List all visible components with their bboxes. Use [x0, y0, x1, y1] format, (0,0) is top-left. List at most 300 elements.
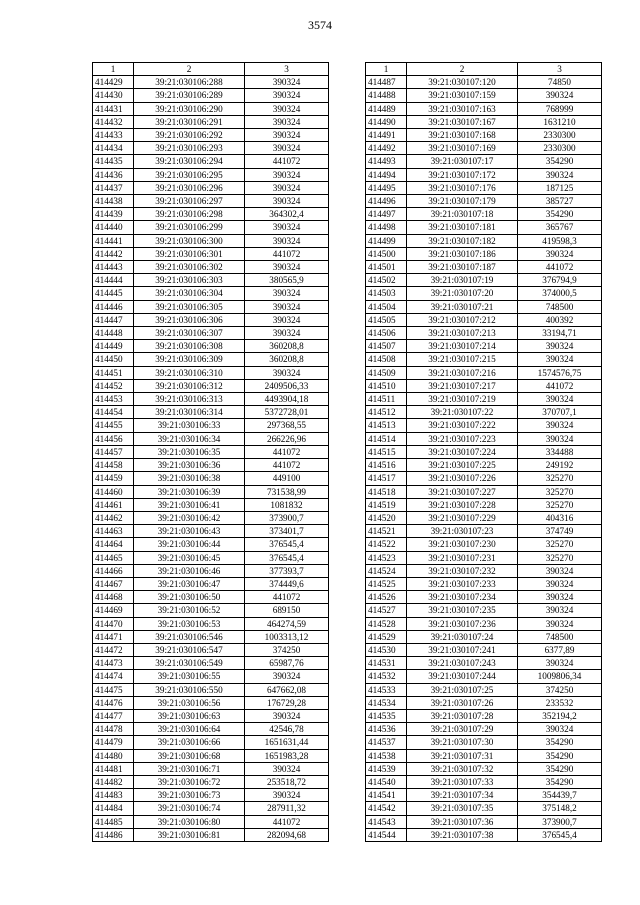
cadastral-number-cell: 39:21:030106:290: [134, 102, 245, 115]
cadastral-number-cell: 39:21:030107:168: [407, 129, 518, 142]
value-cell: 390324: [518, 353, 602, 366]
cadastral-number-cell: 39:21:030107:229: [407, 511, 518, 524]
value-cell: 6377,89: [518, 643, 602, 656]
row-number-cell: 414441: [93, 234, 134, 247]
row-number-cell: 414473: [93, 657, 134, 670]
cadastral-number-cell: 39:21:030107:33: [407, 775, 518, 788]
row-number-cell: 414484: [93, 802, 134, 815]
table-row: [366, 142, 602, 155]
row-number-cell: 414523: [366, 551, 407, 564]
cadastral-number-cell: 39:21:030106:55: [134, 670, 245, 683]
cadastral-number-cell: 39:21:030106:314: [134, 406, 245, 419]
row-number-cell: 414519: [366, 498, 407, 511]
value-cell: 187125: [518, 181, 602, 194]
row-number-cell: 414506: [366, 327, 407, 340]
row-number-cell: 414485: [93, 815, 134, 828]
row-number-cell: 414430: [93, 89, 134, 102]
value-cell: 390324: [518, 604, 602, 617]
row-number-cell: 414544: [366, 828, 407, 841]
cadastral-number-cell: 39:21:030107:213: [407, 327, 518, 340]
cadastral-number-cell: 39:21:030107:19: [407, 274, 518, 287]
row-number-cell: 414504: [366, 300, 407, 313]
cadastral-number-cell: 39:21:030106:43: [134, 525, 245, 538]
row-number-cell: 414439: [93, 208, 134, 221]
left-register-table: [92, 62, 329, 842]
value-cell: 390324: [245, 181, 329, 194]
cadastral-number-cell: 39:21:030107:36: [407, 815, 518, 828]
row-number-cell: 414502: [366, 274, 407, 287]
value-cell: 390324: [245, 234, 329, 247]
value-cell: 354290: [518, 736, 602, 749]
table-row: [93, 287, 329, 300]
table-row: [366, 445, 602, 458]
table-row: [366, 551, 602, 564]
right-table-body: [366, 63, 602, 842]
value-cell: 374000,5: [518, 287, 602, 300]
value-cell: 287911,32: [245, 802, 329, 815]
row-number-cell: 414460: [93, 485, 134, 498]
cadastral-number-cell: 39:21:030106:38: [134, 472, 245, 485]
row-number-cell: 414522: [366, 538, 407, 551]
value-cell: 647662,08: [245, 683, 329, 696]
row-number-cell: 414501: [366, 261, 407, 274]
row-number-cell: 414496: [366, 195, 407, 208]
table-row: [366, 459, 602, 472]
value-cell: 354439,7: [518, 789, 602, 802]
row-number-cell: 414515: [366, 445, 407, 458]
row-number-cell: 414508: [366, 353, 407, 366]
cadastral-number-cell: 39:21:030106:45: [134, 551, 245, 564]
cadastral-number-cell: 39:21:030107:32: [407, 762, 518, 775]
row-number-cell: 414500: [366, 247, 407, 260]
value-cell: 176729,28: [245, 696, 329, 709]
table-row: [366, 828, 602, 841]
cadastral-number-cell: 39:21:030107:159: [407, 89, 518, 102]
table-row: [93, 168, 329, 181]
cadastral-number-cell: 39:21:030106:307: [134, 327, 245, 340]
cadastral-number-cell: 39:21:030106:33: [134, 419, 245, 432]
value-cell: 33194,71: [518, 327, 602, 340]
value-cell: 390324: [518, 577, 602, 590]
cadastral-number-cell: 39:21:030106:291: [134, 115, 245, 128]
table-row: [93, 789, 329, 802]
table-row: [93, 815, 329, 828]
cadastral-number-cell: 39:21:030106:293: [134, 142, 245, 155]
value-cell: 385727: [518, 195, 602, 208]
value-cell: 325270: [518, 472, 602, 485]
cadastral-number-cell: 39:21:030106:80: [134, 815, 245, 828]
table-row: [93, 195, 329, 208]
row-number-cell: 414454: [93, 406, 134, 419]
cadastral-number-cell: 39:21:030106:546: [134, 630, 245, 643]
row-number-cell: 414475: [93, 683, 134, 696]
value-cell: 390324: [518, 432, 602, 445]
table-row: [93, 445, 329, 458]
cadastral-number-cell: 39:21:030106:292: [134, 129, 245, 142]
table-row: [366, 604, 602, 617]
table-row: [93, 683, 329, 696]
table-row: [93, 670, 329, 683]
cadastral-number-cell: 39:21:030107:216: [407, 366, 518, 379]
value-cell: 441072: [245, 155, 329, 168]
header-col-3: 3: [245, 63, 329, 76]
value-cell: 731538,99: [245, 485, 329, 498]
value-cell: 441072: [245, 247, 329, 260]
cadastral-number-cell: 39:21:030106:299: [134, 221, 245, 234]
cadastral-number-cell: 39:21:030106:306: [134, 313, 245, 326]
row-number-cell: 414440: [93, 221, 134, 234]
row-number-cell: 414528: [366, 617, 407, 630]
row-number-cell: 414469: [93, 604, 134, 617]
row-number-cell: 414478: [93, 723, 134, 736]
table-row: [93, 393, 329, 406]
row-number-cell: 414452: [93, 379, 134, 392]
value-cell: 374449,6: [245, 577, 329, 590]
cadastral-number-cell: 39:21:030107:215: [407, 353, 518, 366]
cadastral-number-cell: 39:21:030107:186: [407, 247, 518, 260]
table-row: [366, 564, 602, 577]
value-cell: 1003313,12: [245, 630, 329, 643]
cadastral-number-cell: 39:21:030106:73: [134, 789, 245, 802]
cadastral-number-cell: 39:21:030107:38: [407, 828, 518, 841]
value-cell: 325270: [518, 551, 602, 564]
table-row: [93, 102, 329, 115]
value-cell: 441072: [245, 815, 329, 828]
cadastral-number-cell: 39:21:030106:301: [134, 247, 245, 260]
value-cell: 390324: [245, 789, 329, 802]
row-number-cell: 414525: [366, 577, 407, 590]
cadastral-number-cell: 39:21:030107:29: [407, 723, 518, 736]
cadastral-number-cell: 39:21:030107:214: [407, 340, 518, 353]
value-cell: 282094,68: [245, 828, 329, 841]
table-row: [366, 340, 602, 353]
table-row: [366, 749, 602, 762]
table-row: [93, 115, 329, 128]
row-number-cell: 414442: [93, 247, 134, 260]
table-row: [93, 142, 329, 155]
table-row: [93, 419, 329, 432]
table-row: [93, 762, 329, 775]
row-number-cell: 414474: [93, 670, 134, 683]
row-number-cell: 414437: [93, 181, 134, 194]
value-cell: 441072: [245, 445, 329, 458]
table-row: [366, 274, 602, 287]
table-row: [366, 762, 602, 775]
table-row: [93, 459, 329, 472]
row-number-cell: 414447: [93, 313, 134, 326]
table-row: [366, 498, 602, 511]
row-number-cell: 414465: [93, 551, 134, 564]
cadastral-number-cell: 39:21:030106:288: [134, 76, 245, 89]
table-row: [93, 432, 329, 445]
row-number-cell: 414443: [93, 261, 134, 274]
table-row: [93, 828, 329, 841]
value-cell: 354290: [518, 775, 602, 788]
row-number-cell: 414468: [93, 591, 134, 604]
table-row: [366, 789, 602, 802]
row-number-cell: 414494: [366, 168, 407, 181]
value-cell: 390324: [245, 709, 329, 722]
value-cell: 390324: [518, 564, 602, 577]
table-row: [93, 340, 329, 353]
value-cell: 390324: [518, 617, 602, 630]
value-cell: 390324: [245, 195, 329, 208]
value-cell: 1574576,75: [518, 366, 602, 379]
row-number-cell: 414527: [366, 604, 407, 617]
row-number-cell: 414513: [366, 419, 407, 432]
row-number-cell: 414461: [93, 498, 134, 511]
value-cell: 297368,55: [245, 419, 329, 432]
value-cell: 354290: [518, 155, 602, 168]
row-number-cell: 414459: [93, 472, 134, 485]
row-number-cell: 414483: [93, 789, 134, 802]
value-cell: 74850: [518, 76, 602, 89]
value-cell: 374749: [518, 525, 602, 538]
table-row: [366, 221, 602, 234]
table-row: [366, 353, 602, 366]
row-number-cell: 414531: [366, 657, 407, 670]
row-number-cell: 414517: [366, 472, 407, 485]
table-row: [93, 472, 329, 485]
value-cell: 390324: [245, 366, 329, 379]
table-row: [93, 327, 329, 340]
row-number-cell: 414537: [366, 736, 407, 749]
value-cell: 377393,7: [245, 564, 329, 577]
table-row: [93, 76, 329, 89]
value-cell: 1081832: [245, 498, 329, 511]
value-cell: 1651631,44: [245, 736, 329, 749]
cadastral-number-cell: 39:21:030106:64: [134, 723, 245, 736]
cadastral-number-cell: 39:21:030107:172: [407, 168, 518, 181]
table-row: [93, 643, 329, 656]
page-number: 3574: [308, 18, 332, 32]
row-number-cell: 414446: [93, 300, 134, 313]
cadastral-number-cell: 39:21:030107:187: [407, 261, 518, 274]
cadastral-number-cell: 39:21:030106:312: [134, 379, 245, 392]
row-number-cell: 414444: [93, 274, 134, 287]
table-row: [93, 630, 329, 643]
table-row: [366, 261, 602, 274]
row-number-cell: 414482: [93, 775, 134, 788]
value-cell: 390324: [518, 168, 602, 181]
value-cell: 5372728,01: [245, 406, 329, 419]
value-cell: 464274,59: [245, 617, 329, 630]
cadastral-number-cell: 39:21:030106:52: [134, 604, 245, 617]
cadastral-number-cell: 39:21:030107:163: [407, 102, 518, 115]
row-number-cell: 414480: [93, 749, 134, 762]
row-number-cell: 414542: [366, 802, 407, 815]
table-row: [366, 313, 602, 326]
row-number-cell: 414491: [366, 129, 407, 142]
value-cell: 441072: [245, 591, 329, 604]
table-row: [366, 76, 602, 89]
value-cell: 354290: [518, 749, 602, 762]
row-number-cell: 414509: [366, 366, 407, 379]
value-cell: 441072: [518, 261, 602, 274]
row-number-cell: 414486: [93, 828, 134, 841]
row-number-cell: 414462: [93, 511, 134, 524]
cadastral-number-cell: 39:21:030106:296: [134, 181, 245, 194]
row-number-cell: 414538: [366, 749, 407, 762]
table-row: [93, 406, 329, 419]
cadastral-number-cell: 39:21:030107:182: [407, 234, 518, 247]
table-row: [366, 802, 602, 815]
row-number-cell: 414457: [93, 445, 134, 458]
value-cell: 1651983,28: [245, 749, 329, 762]
value-cell: 253518,72: [245, 775, 329, 788]
row-number-cell: 414492: [366, 142, 407, 155]
cadastral-number-cell: 39:21:030107:226: [407, 472, 518, 485]
value-cell: 376545,4: [245, 551, 329, 564]
cadastral-number-cell: 39:21:030106:56: [134, 696, 245, 709]
row-number-cell: 414530: [366, 643, 407, 656]
row-number-cell: 414455: [93, 419, 134, 432]
header-col-1: 1: [366, 63, 407, 76]
cadastral-number-cell: 39:21:030106:308: [134, 340, 245, 353]
value-cell: 390324: [518, 657, 602, 670]
cadastral-number-cell: 39:21:030107:176: [407, 181, 518, 194]
cadastral-number-cell: 39:21:030107:17: [407, 155, 518, 168]
value-cell: 1631210: [518, 115, 602, 128]
cadastral-number-cell: 39:21:030107:241: [407, 643, 518, 656]
row-number-cell: 414526: [366, 591, 407, 604]
table-row: [93, 511, 329, 524]
cadastral-number-cell: 39:21:030107:31: [407, 749, 518, 762]
table-row: [366, 379, 602, 392]
table-row: [366, 300, 602, 313]
value-cell: 449100: [245, 472, 329, 485]
table-row: [366, 115, 602, 128]
value-cell: 390324: [518, 723, 602, 736]
cadastral-number-cell: 39:21:030106:309: [134, 353, 245, 366]
cadastral-number-cell: 39:21:030107:224: [407, 445, 518, 458]
value-cell: 325270: [518, 538, 602, 551]
row-number-cell: 414470: [93, 617, 134, 630]
value-cell: 376545,4: [518, 828, 602, 841]
cadastral-number-cell: 39:21:030106:294: [134, 155, 245, 168]
cadastral-number-cell: 39:21:030107:234: [407, 591, 518, 604]
cadastral-number-cell: 39:21:030106:36: [134, 459, 245, 472]
cadastral-number-cell: 39:21:030107:181: [407, 221, 518, 234]
value-cell: 2330300: [518, 142, 602, 155]
table-row: [93, 261, 329, 274]
row-number-cell: 414477: [93, 709, 134, 722]
table-row: [93, 709, 329, 722]
table-row: [93, 802, 329, 815]
value-cell: 441072: [518, 379, 602, 392]
table-row: [93, 577, 329, 590]
row-number-cell: 414541: [366, 789, 407, 802]
value-cell: 400392: [518, 313, 602, 326]
cadastral-number-cell: 39:21:030107:21: [407, 300, 518, 313]
cadastral-number-cell: 39:21:030106:304: [134, 287, 245, 300]
value-cell: 390324: [518, 247, 602, 260]
cadastral-number-cell: 39:21:030106:300: [134, 234, 245, 247]
table-row: [366, 643, 602, 656]
row-number-cell: 414451: [93, 366, 134, 379]
table-row: [366, 577, 602, 590]
table-row: [93, 208, 329, 221]
row-number-cell: 414481: [93, 762, 134, 775]
table-row: [366, 538, 602, 551]
table-header-row: [93, 63, 329, 76]
cadastral-number-cell: 39:21:030106:42: [134, 511, 245, 524]
cadastral-number-cell: 39:21:030107:244: [407, 670, 518, 683]
cadastral-number-cell: 39:21:030107:22: [407, 406, 518, 419]
value-cell: 370707,1: [518, 406, 602, 419]
value-cell: 390324: [245, 670, 329, 683]
table-row: [93, 221, 329, 234]
value-cell: 390324: [245, 142, 329, 155]
cadastral-number-cell: 39:21:030107:232: [407, 564, 518, 577]
row-number-cell: 414512: [366, 406, 407, 419]
cadastral-number-cell: 39:21:030107:230: [407, 538, 518, 551]
row-number-cell: 414516: [366, 459, 407, 472]
table-row: [93, 617, 329, 630]
cadastral-number-cell: 39:21:030106:44: [134, 538, 245, 551]
row-number-cell: 414507: [366, 340, 407, 353]
table-row: [93, 564, 329, 577]
header-col-1: 1: [93, 63, 134, 76]
table-row: [366, 89, 602, 102]
value-cell: 373900,7: [518, 815, 602, 828]
value-cell: 390324: [518, 591, 602, 604]
cadastral-number-cell: 39:21:030106:295: [134, 168, 245, 181]
table-row: [366, 247, 602, 260]
cadastral-number-cell: 39:21:030107:228: [407, 498, 518, 511]
table-row: [366, 591, 602, 604]
table-row: [93, 749, 329, 762]
value-cell: 390324: [518, 393, 602, 406]
row-number-cell: 414450: [93, 353, 134, 366]
cadastral-number-cell: 39:21:030106:303: [134, 274, 245, 287]
value-cell: 390324: [245, 261, 329, 274]
value-cell: 325270: [518, 485, 602, 498]
table-row: [93, 379, 329, 392]
table-row: [366, 129, 602, 142]
row-number-cell: 414456: [93, 432, 134, 445]
value-cell: 748500: [518, 630, 602, 643]
left-table-body: [93, 63, 329, 842]
cadastral-number-cell: 39:21:030107:243: [407, 657, 518, 670]
table-row: [93, 234, 329, 247]
row-number-cell: 414511: [366, 393, 407, 406]
row-number-cell: 414471: [93, 630, 134, 643]
table-row: [93, 274, 329, 287]
value-cell: 352194,2: [518, 709, 602, 722]
cadastral-number-cell: 39:21:030106:39: [134, 485, 245, 498]
row-number-cell: 414493: [366, 155, 407, 168]
cadastral-number-cell: 39:21:030107:28: [407, 709, 518, 722]
cadastral-number-cell: 39:21:030106:313: [134, 393, 245, 406]
row-number-cell: 414431: [93, 102, 134, 115]
value-cell: 390324: [518, 419, 602, 432]
cadastral-number-cell: 39:21:030107:222: [407, 419, 518, 432]
row-number-cell: 414453: [93, 393, 134, 406]
value-cell: 380565,9: [245, 274, 329, 287]
value-cell: 390324: [245, 129, 329, 142]
cadastral-number-cell: 39:21:030106:289: [134, 89, 245, 102]
table-row: [366, 485, 602, 498]
table-row: [93, 657, 329, 670]
row-number-cell: 414479: [93, 736, 134, 749]
row-number-cell: 414449: [93, 340, 134, 353]
row-number-cell: 414472: [93, 643, 134, 656]
row-number-cell: 414434: [93, 142, 134, 155]
cadastral-number-cell: 39:21:030106:298: [134, 208, 245, 221]
table-row: [93, 525, 329, 538]
cadastral-number-cell: 39:21:030107:225: [407, 459, 518, 472]
